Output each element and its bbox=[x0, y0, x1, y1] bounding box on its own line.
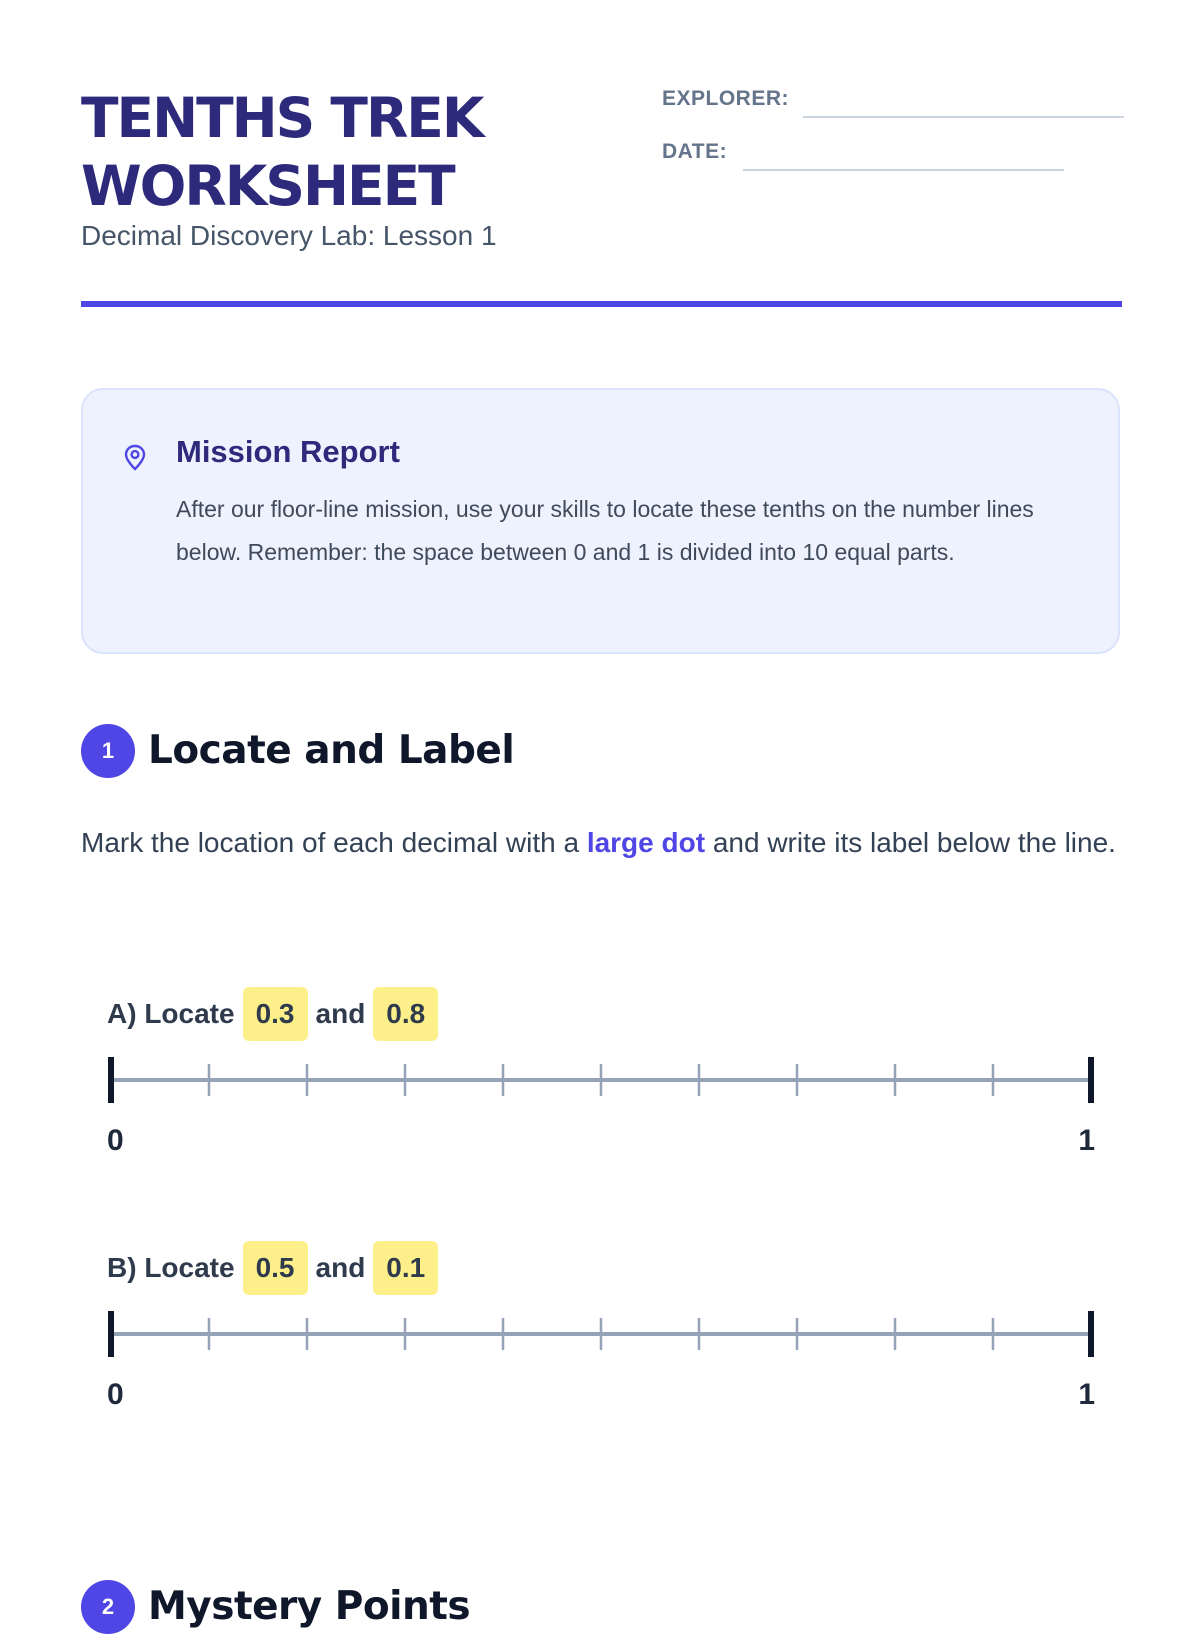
number-line-end-label: 1 bbox=[1078, 1124, 1095, 1157]
problem-b-value-1: 0.5 bbox=[243, 1241, 308, 1295]
problem-b-value-2: 0.1 bbox=[373, 1241, 438, 1295]
date-label: DATE: bbox=[662, 140, 728, 163]
title-line-1: TENTHS TREK bbox=[81, 86, 483, 150]
section-1-title: Locate and Label bbox=[148, 728, 515, 773]
section-2-badge: 2 bbox=[81, 1580, 135, 1634]
number-line-a[interactable] bbox=[100, 1050, 1100, 1170]
section-1-badge: 1 bbox=[81, 724, 135, 778]
explorer-label: EXPLORER: bbox=[662, 87, 790, 110]
number-line-start-label: 0 bbox=[107, 1124, 124, 1157]
page-title bbox=[81, 84, 601, 220]
number-line-b[interactable] bbox=[100, 1304, 1100, 1424]
problem-b-prefix: B) Locate bbox=[107, 1252, 235, 1283]
problem-a-connector: and bbox=[315, 998, 366, 1029]
mission-report-box bbox=[81, 388, 1120, 654]
problem-a-value-1: 0.3 bbox=[243, 987, 308, 1041]
mission-report-body: After our floor-line mission, use your skills to locate these tenths on the number lines below. Remember: the space between 0 and 1 is divided into 10 equal parts. bbox=[176, 496, 1034, 565]
mission-report-title: Mission Report bbox=[176, 434, 400, 469]
instructions-highlight: large dot bbox=[586, 827, 706, 858]
section-1-instructions bbox=[81, 820, 1131, 866]
problem-a-value-2: 0.8 bbox=[373, 987, 438, 1041]
number-line-end-label: 1 bbox=[1078, 1378, 1095, 1411]
section-2-title: Mystery Points bbox=[148, 1584, 471, 1629]
number-line-start-label: 0 bbox=[107, 1378, 124, 1411]
problem-a-label bbox=[107, 987, 438, 1041]
map-pin-icon bbox=[123, 444, 147, 472]
problem-b-label bbox=[107, 1241, 438, 1295]
page-subtitle: Decimal Discovery Lab: Lesson 1 bbox=[81, 220, 497, 251]
problem-b-connector: and bbox=[315, 1252, 366, 1283]
date-field[interactable] bbox=[743, 169, 1064, 171]
instructions-text-before: Mark the location of each decimal with a bbox=[81, 827, 587, 858]
explorer-name-field[interactable] bbox=[803, 116, 1124, 118]
problem-a-prefix: A) Locate bbox=[107, 998, 235, 1029]
header-divider bbox=[81, 301, 1122, 307]
title-line-2: WORKSHEET bbox=[81, 154, 454, 218]
instructions-text-after: and write its label below the line. bbox=[705, 827, 1116, 858]
